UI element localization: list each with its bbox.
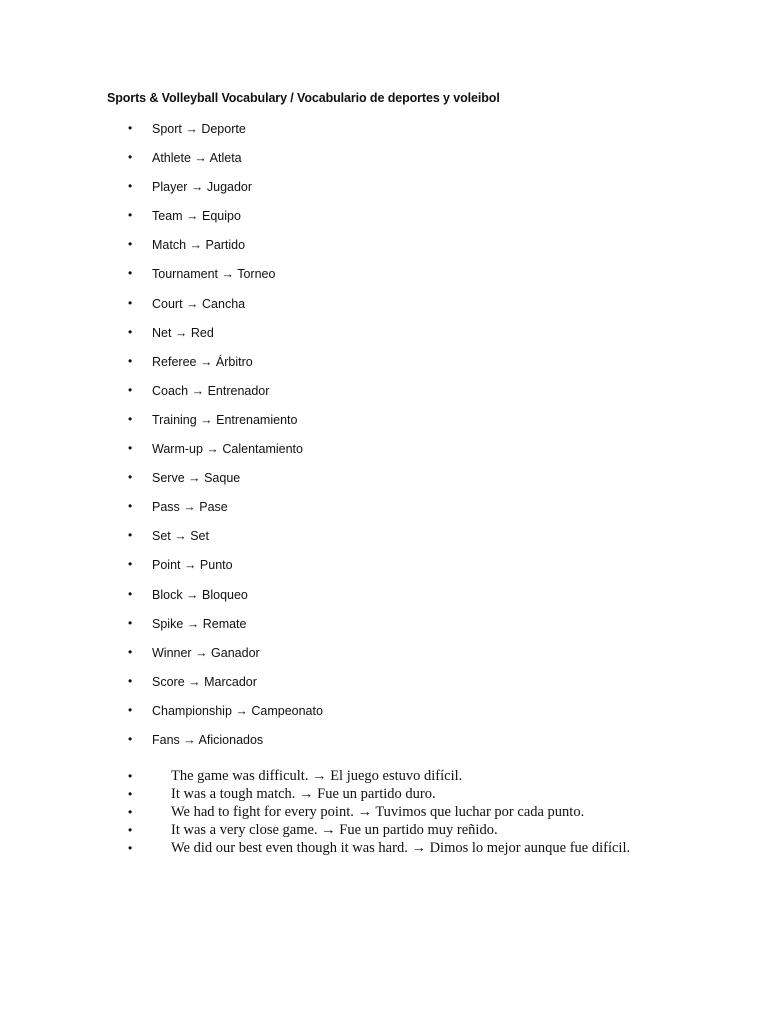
bullet-icon: • <box>128 702 133 717</box>
vocabulary-term: Set → Set <box>152 529 209 544</box>
vocabulary-term: Training → Entrenamiento <box>152 412 298 427</box>
bullet-icon: • <box>128 324 133 339</box>
document-title: Sports & Volleyball Vocabulary / Vocabulario de deportes y voleibol <box>107 91 500 105</box>
vocabulary-term: Coach → Entrenador <box>152 383 270 398</box>
phrase-text: The game was difficult. → El juego estuvo difícil. <box>171 768 463 784</box>
vocabulary-term: Tournament → Torneo <box>152 267 276 282</box>
bullet-icon: • <box>128 353 133 368</box>
bullet-icon: • <box>128 266 133 281</box>
bullet-icon: • <box>128 644 133 659</box>
bullet-icon: • <box>128 841 133 855</box>
vocabulary-term: Fans → Aficionados <box>152 732 264 747</box>
vocabulary-term: Spike → Remate <box>152 616 247 631</box>
phrase-text: It was a tough match. → Fue un partido duro. <box>171 786 436 802</box>
bullet-icon: • <box>128 557 133 572</box>
bullet-icon: • <box>128 499 133 514</box>
vocabulary-term: Sport → Deporte <box>152 122 246 136</box>
vocabulary-term: Referee → Árbitro <box>152 354 253 369</box>
vocabulary-term: Pass → Pase <box>152 500 228 515</box>
vocabulary-term: Team → Equipo <box>152 209 241 224</box>
bullet-icon: • <box>128 787 133 801</box>
vocabulary-term: Championship → Campeonato <box>152 703 323 718</box>
vocabulary-term: Score → Marcador <box>152 674 257 689</box>
bullet-icon: • <box>128 823 133 837</box>
vocabulary-term: Athlete → Atleta <box>152 151 242 166</box>
vocabulary-term: Warm-up → Calentamiento <box>152 442 303 457</box>
bullet-icon: • <box>128 769 133 783</box>
bullet-icon: • <box>128 586 133 601</box>
bullet-icon: • <box>128 121 133 135</box>
bullet-icon: • <box>128 470 133 485</box>
bullet-icon: • <box>128 150 133 165</box>
vocabulary-term: Player → Jugador <box>152 180 253 195</box>
bullet-icon: • <box>128 615 133 630</box>
bullet-icon: • <box>128 731 133 746</box>
bullet-icon: • <box>128 673 133 688</box>
bullet-icon: • <box>128 411 133 426</box>
vocabulary-term: Point → Punto <box>152 558 233 573</box>
vocabulary-term: Winner → Ganador <box>152 645 260 660</box>
phrase-text: It was a very close game. → Fue un partido muy reñido. <box>171 822 498 838</box>
bullet-icon: • <box>128 295 133 310</box>
bullet-icon: • <box>128 179 133 194</box>
bullet-icon: • <box>128 528 133 543</box>
vocabulary-term: Net → Red <box>152 325 214 340</box>
bullet-icon: • <box>128 237 133 252</box>
vocabulary-term: Match → Partido <box>152 238 246 253</box>
vocabulary-term: Court → Cancha <box>152 296 246 311</box>
bullet-icon: • <box>128 441 133 456</box>
vocabulary-term: Block → Bloqueo <box>152 587 248 602</box>
vocabulary-term: Serve → Saque <box>152 471 241 486</box>
phrase-text: We had to fight for every point. → Tuvimos que luchar por cada punto. <box>171 804 585 820</box>
bullet-icon: • <box>128 805 133 819</box>
bullet-icon: • <box>128 382 133 397</box>
bullet-icon: • <box>128 208 133 223</box>
phrase-text: We did our best even though it was hard. → Dimos lo mejor aunque fue difícil. <box>171 840 631 856</box>
